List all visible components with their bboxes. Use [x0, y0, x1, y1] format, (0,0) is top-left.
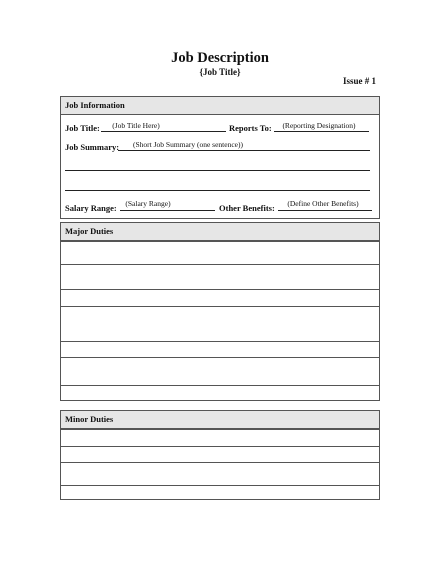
table-row[interactable] [61, 385, 379, 401]
table-row[interactable] [61, 357, 379, 385]
reports-to-label: Reports To: [229, 123, 272, 133]
other-benefits-value: (Define Other Benefits) [287, 199, 359, 208]
job-summary-value: (Short Job Summary (one sentence)) [133, 140, 243, 149]
table-row[interactable] [61, 264, 379, 289]
table-row[interactable] [61, 429, 379, 446]
minor-duties-table [60, 410, 380, 500]
other-benefits-label: Other Benefits: [219, 203, 275, 213]
minor-duties-heading: Minor Duties [61, 411, 379, 429]
issue-number: Issue # 1 [342, 76, 376, 86]
table-row[interactable] [61, 462, 379, 485]
major-duties-table [60, 222, 380, 401]
reports-to-field[interactable] [274, 131, 369, 132]
other-benefits-field[interactable] [278, 210, 372, 211]
major-duties-heading: Major Duties [61, 223, 379, 241]
table-row[interactable] [61, 306, 379, 341]
table-row[interactable] [61, 341, 379, 357]
job-title-field[interactable] [101, 131, 226, 132]
salary-range-value: (Salary Range) [125, 199, 171, 208]
table-row[interactable] [61, 289, 379, 306]
table-row[interactable] [61, 485, 379, 501]
salary-range-label: Salary Range: [65, 203, 117, 213]
job-summary-line-3[interactable] [65, 190, 370, 191]
job-summary-line-2[interactable] [65, 170, 370, 171]
table-row[interactable] [61, 241, 379, 264]
document-title: Job Description [171, 50, 269, 66]
salary-range-field[interactable] [120, 210, 215, 211]
document-subtitle: {Job Title} [199, 67, 241, 77]
job-title-value: (Job Title Here) [112, 121, 160, 130]
table-row[interactable] [61, 446, 379, 462]
reports-to-value: (Reporting Designation) [282, 121, 356, 130]
job-summary-field[interactable] [118, 150, 370, 151]
job-information-heading: Job Information [61, 97, 379, 115]
job-summary-label: Job Summary: [65, 142, 120, 152]
job-title-label: Job Title: [65, 123, 100, 133]
